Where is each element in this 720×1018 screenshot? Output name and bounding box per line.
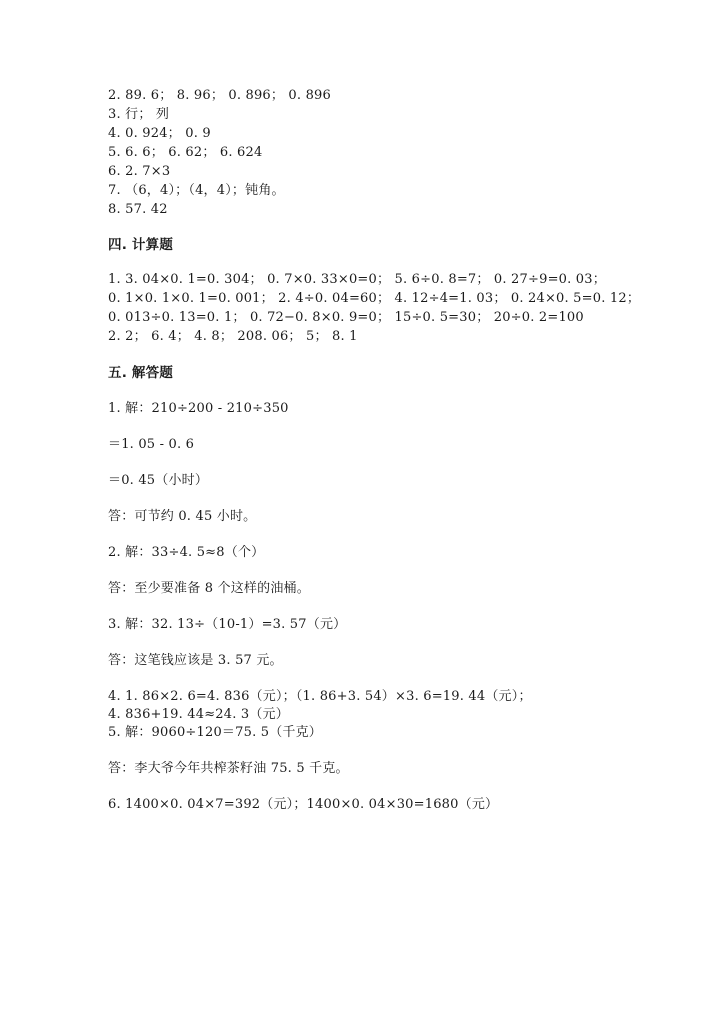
answer-line: 4. 0. 924； 0. 9	[108, 126, 211, 141]
solution-line: 2. 解：33÷4. 5≈8（个）	[108, 545, 265, 560]
calc-line: 1. 3. 04×0. 1=0. 304； 0. 7×0. 33×0=0； 5. 6÷0. 8=7； 0. 27÷9=0. 03；	[108, 272, 606, 287]
answer-line: 6. 2. 7×3	[108, 164, 171, 179]
section-heading: 五. 解答题	[108, 365, 174, 381]
section-heading: 四. 计算题	[108, 237, 174, 253]
solution-line: ＝1. 05 - 0. 6	[108, 437, 195, 452]
solution-line: ＝0. 45（小时）	[108, 473, 209, 488]
calc-line: 2. 2； 6. 4； 4. 8； 208. 06； 5； 8. 1	[108, 329, 358, 344]
answer-line: 8. 57. 42	[108, 202, 168, 217]
solution-line: 4. 1. 86×2. 6=4. 836（元）；（1. 86+3. 54）×3. 6=19. 44（元）；	[108, 689, 532, 704]
calc-line: 0. 013÷0. 13=0. 1； 0. 72−0. 8×0. 9=0； 15÷0. 5=30； 20÷0. 2=100	[108, 310, 584, 325]
answer-line: 2. 89. 6； 8. 96； 0. 896； 0. 896	[108, 88, 331, 103]
answer-line: 7. （6，4）；（4，4）；钝角。	[108, 183, 285, 198]
solution-line: 答：李大爷今年共榨茶籽油 75. 5 千克。	[108, 761, 349, 776]
solution-line: 答：可节约 0. 45 小时。	[108, 509, 257, 524]
solution-line: 6. 1400×0. 04×7=392（元）；1400×0. 04×30=1680（元）	[108, 797, 499, 812]
solution-line: 答：至少要准备 8 个这样的油桶。	[108, 581, 310, 596]
answer-line: 5. 6. 6； 6. 62； 6. 624	[108, 145, 263, 160]
solution-line: 3. 解：32. 13÷（10-1）=3. 57（元）	[108, 617, 347, 632]
solution-line: 4. 836+19. 44≈24. 3（元）	[108, 707, 289, 722]
answer-line: 3. 行； 列	[108, 107, 170, 122]
solution-line: 5. 解：9060÷120＝75. 5（千克）	[108, 725, 323, 740]
solution-line: 1. 解：210÷200 - 210÷350	[108, 401, 289, 416]
solution-line: 答：这笔钱应该是 3. 57 元。	[108, 653, 283, 668]
calc-line: 0. 1×0. 1×0. 1=0. 001； 2. 4÷0. 04=60； 4. 12÷4=1. 03； 0. 24×0. 5=0. 12；	[108, 291, 641, 306]
